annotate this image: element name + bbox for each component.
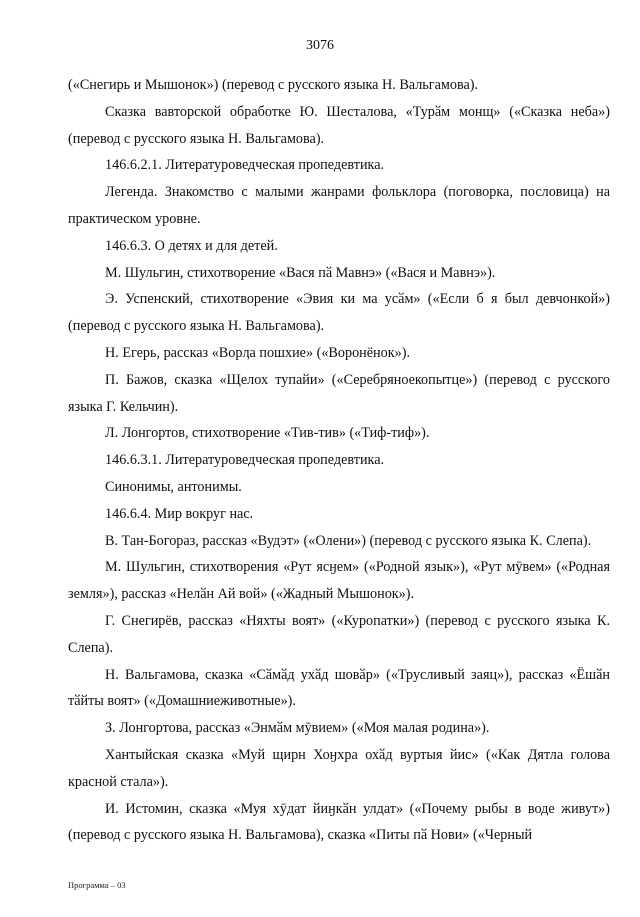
- paragraph: 146.6.4. Мир вокруг нас.: [105, 505, 254, 522]
- paragraph: З. Лонгортова, рассказ «Энмӑм мӯвием» («Моя малая родина»).: [105, 720, 490, 737]
- body-text: [68, 72, 610, 849]
- paragraph: М. Шульгин, стихотворение «Вася пӑ Мавнэ» («Вася и Мавнэ»).: [105, 264, 496, 281]
- paragraph: Н. Егерь, рассказ «Ворӆа пошхие» («Воронёнок»).: [105, 344, 411, 361]
- paragraph: 146.6.2.1. Литературоведческая пропедевтика.: [105, 157, 385, 174]
- paragraph: П. Бажов, сказка «Щелох тупайи» («Серебряноекопытце») (перевод с русского языка Г. Кельчин).: [68, 371, 610, 415]
- paragraph: И. Истомин, сказка «Муя хӯдат йиӈкӑн улдат» («Почему рыбы в воде живут») (перевод с русского языка Н. Вальгамова), сказка «Питы пӑ Нови» («Черный: [68, 800, 610, 844]
- paragraph: 146.6.3.1. Литературоведческая пропедевтика.: [105, 452, 385, 469]
- paragraph: Синонимы, антонимы.: [105, 478, 242, 495]
- paragraph: В. Тан-Богораз, рассказ «Вудэт» («Олени») (перевод с русского языка К. Слепа).: [105, 532, 592, 549]
- paragraph: М. Шульгин, стихотворения «Рут ясӈем» («Родной язык»), «Рут мӯвем» («Родная земля»), рассказ «Нелӑн Ай вой» («Жадный Мышонок»).: [68, 559, 610, 603]
- page-footer: Программа – 03: [68, 880, 126, 890]
- paragraph: 146.6.3. О детях и для детей.: [105, 237, 278, 254]
- paragraph: Н. Вальгамова, сказка «Сӑмӑд ухӑд шовӑр» («Трусливый заяц»), рассказ «Ёшӑн тӑйты воят» («Домашниеживотные»).: [68, 666, 610, 710]
- paragraph: Э. Успенский, стихотворение «Эвия ки ма усӑм» («Если б я был девчонкой») (перевод с русского языка Н. Вальгамова).: [68, 291, 610, 335]
- paragraph: Сказка вавторской обработке Ю. Шесталова, «Турӑм монщ» («Сказка неба») (перевод с русского языка Н. Вальгамова).: [68, 103, 610, 147]
- page-number: 3076: [306, 38, 334, 53]
- paragraph: («Снегирь и Мышонок») (перевод с русского языка Н. Вальгамова).: [68, 77, 479, 93]
- paragraph: Г. Снегирёв, рассказ «Няхты воят» («Куропатки») (перевод с русского языка К. Слепа).: [68, 612, 610, 656]
- paragraph: Л. Лонгортов, стихотворение «Тив-тив» («Тиф-тиф»).: [105, 425, 430, 442]
- paragraph: Легенда. Знакомство с малыми жанрами фольклора (поговорка, пословица) на практическом уровне.: [68, 184, 610, 227]
- paragraph: Хантыйская сказка «Муй щирн Хоӈхра охӑд вуртыя йис» («Как Дятла голова красной стала»).: [68, 746, 610, 790]
